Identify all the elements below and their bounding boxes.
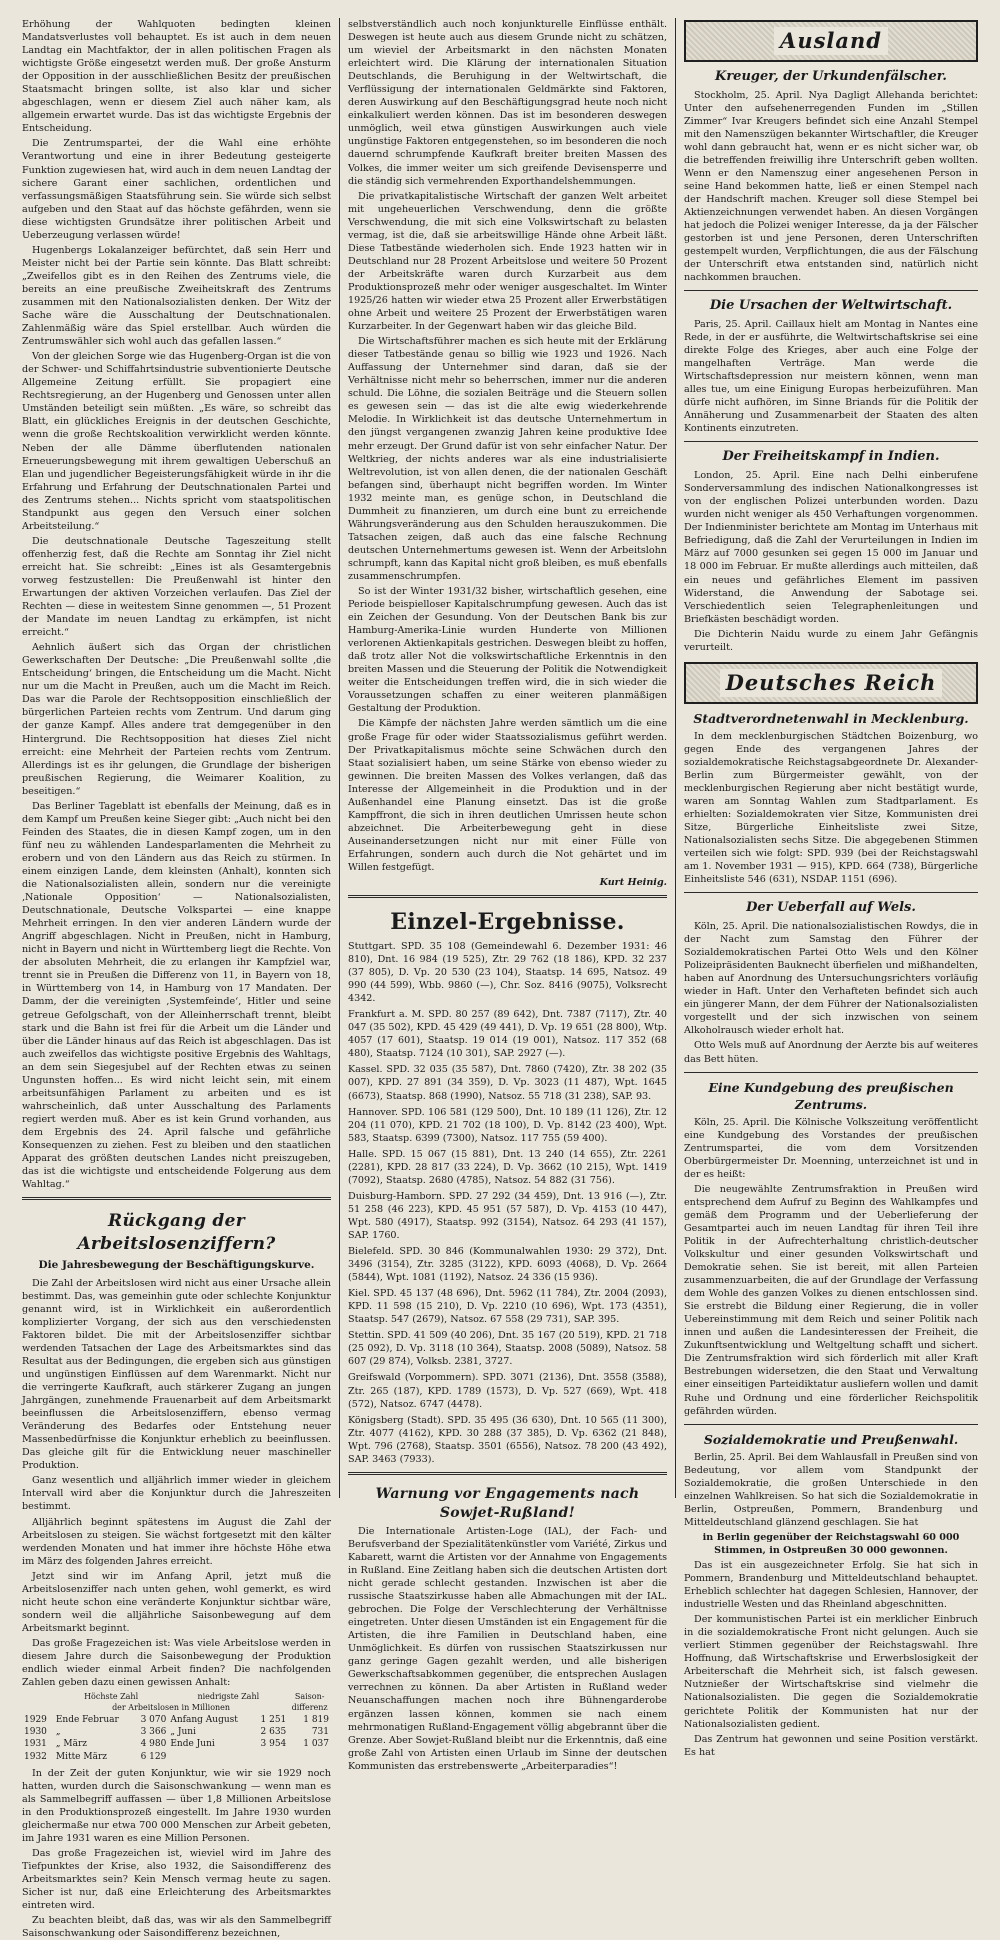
article-paragraph: Die Dichterin Naidu wurde zu einem Jahr Gefängnis verurteilt. — [684, 628, 978, 653]
section-divider — [348, 895, 667, 898]
article-paragraph: Der kommunistischen Partei ist ein merklicher Einbruch in die sozialdemokratische Front nicht gelungen. Auch sie verliert Stimmen gegenüber der Reichstagswahl. Ihre Hoffnung, daß Wirtschaftskrise und Erwerbslosigkeit der Arbeiterschaft die Mehrheit sich, ist falsch gewesen. Nutznießer der Wirtschaftskrise sind vielmehr die Nationalsozialisten. Die gegen die Sozialdemokratie gerichtete Politik der Kommunisten hat nur der Nationalsozialisten gedient. — [684, 1614, 978, 1730]
banner-title: Deutsches Reich — [720, 669, 943, 698]
article-paragraph: Köln, 25. April. Die Kölnische Volkszeitung veröffentlicht eine Kundgebung des Vorstandes der preußischen Zentrumspartei, die vom dem Vorsitzenden Oberbürgermeister Dr. Moenning, unterzeichnet ist und in der es heißt: — [684, 1116, 978, 1180]
article-divider — [684, 1072, 978, 1073]
list-item: Kassel. SPD. 32 035 (35 587), Dnt. 7860 (7420), Ztr. 38 202 (35 007), KPD. 27 891 (34 359), D. Vp. 3023 (11 487), Wpt. 1645 (6673), Staatsp. 868 (1990), Natsoz. 55 718 (31 238), SAP. 93. — [348, 1064, 667, 1102]
section-divider — [348, 1472, 667, 1475]
banner-title: Ausland — [774, 27, 888, 56]
article-paragraph: Die Wirtschaftsführer machen es sich heute mit der Erklärung dieser Tatbestände genau so billig wie 1923 und 1926. Nach Auffassung der Unternehmer sind daran, daß sie der Verhältnisse nicht mehr so beherrschen, immer nur die anderen schuld. Die Löhne, die sozialen Beiträge und die Steuern sollen es gewesen sein — das ist die alte ewig wiederkehrende Melodie. In Wirklichkeit ist das deutsche Unternehmertum in den jüngst vergangenen zwanzig Jahren keine produktive Idee mehr erzeugt. Der Grund dafür ist von sehr einfacher Natur. Der Weltkrieg, der nichts anderes war als eine industrialisierte Weltrevolution, ist von allen denen, die der nationalen Geschäft befangen sind, überhaupt nicht begriffen worden. Im Winter 1932 meinte man, es genüge schon, in Deutschland die Dummheit zu finanzieren, um durch eine bunt zu erreichende Währungsveränderung aus den Schulden herauszukommen. Die Tatsachen zeigen, daß auch das eine falsche Rechnung deutschen Unternehmertums gewesen ist. Wenn der Arbeitslohn schrumpft, kann das Kapital nicht groß bleiben, es muß ebenfalls zusammenschrumpfen. — [348, 336, 667, 582]
article-paragraph: Hugenbergs Lokalanzeiger befürchtet, daß sein Herr und Meister nicht bei der Partie sein könnte. Das Blatt schreibt: „Zweifellos gibt es in den Reihen des Zentrums viele, die bereits an eine preußische Zweiheitskraft des Zentrums zusammen mit den Nationalsozialisten denken. Der Witz der Sache wäre die Ausschaltung der Deutschnationalen. Zahlenmäßig wäre das Spiel erstellbar. Auch würden die Zentrumswähler sich wohl auch das gefallen lassen.“ — [22, 244, 331, 348]
article-paragraph: In dem mecklenburgischen Städtchen Boizenburg, wo gegen Ende des vergangenen Jahres der sozialdemokratische Reichstagsabgeordnete Dr. Alexander-Berlin zum Bürgermeister gewählt, von der mecklenburgischen Regierung aber nicht bestätigt wurde, waren am Sonntag Wahlen zum Stadtparlament. Es erhielten: Sozialdemokraten vier Sitze, Kommunisten drei Sitze, Bürgerliche Einheitsliste zwei Sitze, Nationalsozialisten sechs Sitze. Die abgegebenen Stimmen verteilen sich wie folgt: SPD. 939 (bei der Reichstagswahl am 1. November 1931 — 915), KPD. 664 (738), Bürgerliche Einheitsliste 546 (631), NSDAP. 1151 (696). — [684, 730, 978, 886]
article-paragraph: Aehnlich äußert sich das Organ der christlichen Gewerkschaften Der Deutsche: „Die Preußenwahl sollte ‚die Entscheidung‘ bringen, die Entscheidung um die Macht. Nicht nur um die Macht in Preußen, auch um die Macht im Reich. Das war die Parole der Rechtsopposition einschließlich der bürgerlichen Parteien rechts vom Zentrum. Und darum ging der ganze Kampf. Alles andere trat demgegenüber in den Hintergrund. Die Rechtsopposition hat dieses Ziel nicht erreicht: eine Mehrheit der Parteien rechts vom Zentrum. Allerdings ist es ihr gelungen, die Grundlage der bisherigen preußischen Regierung, die Weimarer Koalition, zu beseitigen.“ — [22, 642, 331, 797]
table-header: Höchste Zahl — [84, 1692, 139, 1702]
headline-warnung: Warnung vor Engagements nach Sowjet-Rußland! — [375, 1485, 640, 1521]
table-row: 1931 „ März 4 980 Ende Juni 3 954 1 037 — [24, 1739, 329, 1750]
section-divider — [22, 1197, 331, 1200]
article-paragraph: Die neugewählte Zentrumsfraktion in Preußen wird entsprechend dem Aufruf zu Beginn des Wahlkampfes und gemäß dem Programm und der Ueberlieferung der Gesamtpartei auch im neuen Landtag für ihren Teil ihre Politik in der Aufrechterhaltung christlich-deutscher Volkskultur und einer gesunden Volkswirtschaft und Demokratie sehen. Sie ist bereit, mit allen Parteien zusammenzuarbeiten, die auf der Grundlage der Verfassung dem Wohle des ganzen Volkes zu dienen entschlossen sind. Sie erstrebt die Bildung einer Regierung, die in voller Uebereinstimmung mit dem Reich und seiner Politik nach innen und außen die Landesinteressen der Freiheit, die Zukunftsentwicklung und Weltgeltung schafft und sichert. Die Zentrumsfraktion wird sich förderlich mit aller Kraft Bestrebungen widersetzen, die den Staat und Verwaltung einer einseitigen Parteidiktatur ausliefern wollen und damit Ruhe und Ordnung und eine förderlicher Reichspolitik gefährden würden. — [684, 1183, 978, 1417]
article-divider — [684, 892, 978, 893]
table-header: niedrigste Zahl — [197, 1692, 260, 1702]
article-paragraph: Das große Fragezeichen ist: Was viele Arbeitslose werden in diesem Jahre durch die Saisonbewegung der Produktion endlich wieder einmal Arbeit finden? Die nachfolgenden Zahlen geben dazu einen gewissen Anhalt: — [22, 1637, 331, 1689]
article-paragraph: Das Zentrum hat gewonnen und seine Position verstärkt. Es hat — [684, 1733, 978, 1758]
article-title: Die Ursachen der Weltwirtschaft. — [709, 298, 953, 314]
subheadline: Die Jahresbewegung der Beschäftigungskurve. — [38, 1259, 315, 1272]
results-list — [348, 940, 667, 1466]
headline-einzel-ergebnisse: Einzel-Ergebnisse. — [390, 909, 625, 936]
list-item: Stettin. SPD. 41 509 (40 206), Dnt. 35 167 (20 519), KPD. 21 718 (25 092), D. Vp. 3118 (10 364), Staatsp. 2008 (5089), Natsoz. 58 607 (29 874), Volksb. 2381, 3727. — [348, 1330, 667, 1368]
table-row: 1932 Mitte März 6 129 — [24, 1751, 167, 1762]
article-title: Der Freiheitskampf in Indien. — [722, 449, 940, 465]
list-item: Kiel. SPD. 45 137 (48 696), Dnt. 5962 (11 784), Ztr. 2004 (2093), KPD. 11 598 (15 210), D. Vp. 2210 (10 696), Wpt. 173 (4351), Staatsp. 547 (2679), Natsoz. 67 558 (29 731), SAP. 395. — [348, 1288, 667, 1326]
unemployment-table — [22, 1692, 331, 1763]
article-paragraph: Das große Fragezeichen ist, wieviel wird im Jahre des Tiefpunktes der Krise, also 1932, die Saisondifferenz des Arbeitsmarktes sein? Kein Mensch vermag heute zu sagen. Sicher ist nur, daß eine Erleichterung des Arbeitsmarktes eintreten wird. — [22, 1848, 331, 1912]
article-paragraph: Die privatkapitalistische Wirtschaft der ganzen Welt arbeitet mit ungeheuerlichen Verschwendung, denn die größte Verschwendung, die mit sich eine Volkswirtschaft zu belasten vermag, ist die, daß sie arbeitswillige Hände ohne Arbeit läßt. Diese Tatbestände wiederholen sich. Ende 1923 hatten wir in Deutschland nur 28 Prozent Arbeitslose und weitere 50 Prozent der Arbeitskräfte waren durch Kurzarbeit aus dem Produktionsprozeß mehr oder weniger ausgeschaltet. Im Winter 1925/26 hatten wir wieder etwa 25 Prozent aller Erwerbstätigen ohne Arbeit und weitere 25 Prozent der Erwerbstätigen waren Kurzarbeiter. In der Gegenwart haben wir das gleiche Bild. — [348, 190, 667, 333]
article-paragraph: Das ist ein ausgezeichneter Erfolg. Sie hat sich in Pommern, Brandenburg und Mitteldeutschland behauptet. Erheblich schlechter hat dagegen Schlesien, Hannover, der industrielle Westen und das Rheinland abgeschnitten. — [684, 1560, 978, 1611]
list-item: Duisburg-Hamborn. SPD. 27 292 (34 459), Dnt. 13 916 (—), Ztr. 51 258 (46 223), KPD. 45 951 (57 587), D. Vp. 4153 (10 447), Wpt. 580 (4917), Staatsp. 992 (3154), Natsoz. 64 293 (41 157), SAP. 1760. — [348, 1190, 667, 1241]
article-paragraph: Die deutschnationale Deutsche Tageszeitung stellt offenherzig fest, daß die Rechte am Sonntag ihr Ziel nicht erreicht hat. Sie schreibt: „Eines ist als Gesamtergebnis vorweg festzustellen: Die Preußenwahl ist hinter den Erwartungen der aktiven Vorzeichen verlaufen. Das Ziel der Rechten — diese in weitestem Sinne genommen —, 51 Prozent der Mandate im neuen Landtag zu erkämpfen, ist nicht erreicht.“ — [22, 535, 331, 639]
article-paragraph: In der Zeit der guten Konjunktur, wie wir sie 1929 noch hatten, wurden durch die Saisonschwankung — wenn man es als Sammelbegriff auffassen — über 1,8 Millionen Arbeitslose in den Produktionsprozeß eingestellt. Im Jahre 1930 wurden gleichermaße nur etwa 700 000 Menschen zur Arbeit gebeten, im Jahre 1931 waren es eine Million Personen. — [22, 1767, 331, 1845]
article-paragraph: Alljährlich beginnt spätestens im August die Zahl der Arbeitslosen zu steigen. Sie wächst fortgesetzt mit den kälter werdenden Monaten und hat immer ihre höchste Höhe etwa im März des folgenden Jahres erreicht. — [22, 1516, 331, 1567]
list-item: Halle. SPD. 15 067 (15 881), Dnt. 13 240 (14 655), Ztr. 2261 (2281), KPD. 28 817 (33 224), D. Vp. 3662 (10 215), Wpt. 1419 (7092), Staatsp. 2680 (4785), Natsoz. 54 882 (31 756). — [348, 1148, 667, 1186]
section-banner-deutsches-reich — [684, 662, 978, 704]
list-item: Frankfurt a. M. SPD. 80 257 (89 642), Dnt. 7387 (7117), Ztr. 40 047 (35 502), KPD. 45 429 (49 441), D. Vp. 19 651 (28 800), Wtp. 4057 (17 601), Staatsp. 19 014 (19 001), Natsoz. 117 352 (68 480), Staatsp. 7124 (10 301), SAP. 2927 (—). — [348, 1009, 667, 1060]
list-item: Hannover. SPD. 106 581 (129 500), Dnt. 10 189 (11 126), Ztr. 12 204 (11 070), KPD. 21 702 (18 100), D. Vp. 8142 (23 400), Wpt. 583, Staatsp. 6399 (7300), Natsoz. 117 755 (59 400). — [348, 1106, 667, 1144]
table-header: Saison- — [294, 1692, 325, 1702]
article-paragraph: Köln, 25. April. Die nationalsozialistischen Rowdys, die in der Nacht zum Samstag den Führer der Sozialdemokratischen Partei Otto Wels und den Kölner Polizeipräsidenten Bauknecht überfielen und mißhandelten, haben auf Anordnung des Untersuchungsrichters vorläufig wieder in Haft. Unter den Verhafteten befindet sich auch ein jüngerer Mann, der dem Führer der Nationalsozialisten vorgestellt und der sich inzwischen von seinem Alkoholrausch wieder erholt hat. — [684, 921, 978, 1037]
table-row: 1930 „ 3 366 „ Juni 2 635 731 — [24, 1727, 329, 1738]
article-divider — [684, 441, 978, 442]
column-right — [675, 18, 986, 1758]
article-title: Sozialdemokratie und Preußenwahl. — [703, 1431, 959, 1447]
article-paragraph: Berlin, 25. April. Bei dem Wahlausfall in Preußen sind von Bedeutung, vor allem vom Standpunkt der Sozialdemokratie, die großen Unterschiede in den einzelnen Wahlkreisen. So hat sich die Sozialdemokratie in Berlin, Ostpreußen, Pommern, Brandenburg und Mitteldeutschland glänzend geschlagen. Sie hat — [684, 1451, 978, 1528]
article-paragraph: Von der gleichen Sorge wie das Hugenberg-Organ ist die von der Schwer- und Schiffahrtsindustrie subventionierte Deutsche Allgemeine Zeitung erfüllt. Sie propagiert eine Rechtsregierung, an der Hugenberg und Genossen unter allen Umständen beteiligt sein müßten. „Es wäre, so schreibt das Blatt, ein glückliches Ereignis in der deutschen Geschichte, wenn die große Rechtskoalition verwirklicht werden könnte. Neben der alle Dämme überflutenden nationalen Erneuerungsbewegung mit ihrem gewaltigen Ueberschuß an Elan und jugendlicher Begeisterungsfähigkeit würde in ihr die Erfahrung und Erfahrung der Deutschnationalen Partei und des Zentrums stehen... Nichts spricht vom staatspolitischen Standpunkt aus gegen den Versuch einer solchen Arbeitsteilung.“ — [22, 351, 331, 532]
article-title: Der Ueberfall auf Wels. — [746, 900, 916, 916]
article-paragraph: Die Internationale Artisten-Loge (IAL), der Fach- und Berufsverband der Spezialitätenkünstler vom Variété, Zirkus und Kabarett, warnt die Artisten vor der Annahme von Engagements in Rußland. Eine Zeitlang haben sich die deutschen Artisten dort nicht gerade schlecht gestanden. Inzwischen ist aber die russische Staatszirkusse haben alle Abmachungen mit der IAL. gebrochen. Die Folge der Verschlechterung der Verhältnisse eingetreten. Unter diesen Umständen ist ein Engagement für die Artisten, die ihre Familien in Deutschland haben, eine Unmöglichkeit. Es dürfen von russischen Staatszirkussen nur ganz geringe Gagen gezahlt werden, und alle bisherigen Gewerkschaftsabkommen gegenüber, die entsprechen Auslagen verrechnen zu können. Da aber Artisten in Rußland weder Neuanschaffungen machen noch ihre Bühnengarderobe ergänzen lassen können, kommen sie nach einem mehrmonatigen Rußland-Engagement völlig abgebrannt über die Grenze. Aber Sowjet-Rußland bleibt nur die Erkenntnis, daß eine große Zahl von Artisten einen Urlaub im Sinne der deutschen Kommunisten das erstrebenswerte „Arbeiterparadies“! — [348, 1525, 667, 1772]
column-left — [14, 18, 339, 1940]
article-divider — [684, 290, 978, 291]
list-item: Greifswald (Vorpommern). SPD. 3071 (2136), Dnt. 3558 (3588), Ztr. 265 (187), KPD. 1789 (1573), D. Vp. 527 (669), Wpt. 418 (572), Natsoz. 6747 (4478). — [348, 1372, 667, 1410]
article-paragraph: Paris, 25. April. Caillaux hielt am Montag in Nantes eine Rede, in der er ausführte, die Weltwirtschaftskrise sei eine direkte Folge des Krieges, aber auch eine Folge der mangelhaften Verträge. Man werde die Wirtschaftsdepression nur meistern können, wenn man alles tue, um eine Einigung Europas herbeizuführen. Man dürfe nicht aufhören, im Sinne Briands für die Politik der Annäherung und Zusammenarbeit der Staaten des alten Kontinents einzutreten. — [684, 319, 978, 435]
article-paragraph: Die Zahl der Arbeitslosen wird nicht aus einer Ursache allein bestimmt. Das, was gemeinhin gute oder schlechte Konjunktur genannt wird, ist in Wirklichkeit ein außerordentlich komplizierter Vorgang, der sich aus den verschiedensten Faktoren bildet. Die mit der Arbeitslosenziffer sichtbar werdenden Tatsachen der Lage des Arbeitsmarktes sind das Resultat aus der Bedingungen, die ergeben sich aus günstigen und ungünstigen Einflüssen auf dem Warenmarkt. Nicht nur die verringerte Kaufkraft, auch stärkerer Zugang an jungen Jahrgängen, zunehmende Frauenarbeit auf dem Arbeitsmarkt beeinflussen die Arbeitslosenziffern, ebenso vermag Veränderung des Bedarfes oder Entstehung neuer Massenbedürfnisse die Konjunktur erheblich zu beeinflussen. Das gleiche gilt für die Entwicklung neuer maschineller Produktion. — [22, 1277, 331, 1472]
article-title: Kreuger, der Urkundenfälscher. — [715, 69, 947, 84]
table-subheader: differenz — [291, 1702, 328, 1712]
article-paragraph: Ganz wesentlich und alljährlich immer wieder in gleichem Intervall wird aber die Konjunktur durch die Jahreszeiten bestimmt. — [22, 1475, 331, 1513]
list-item: Königsberg (Stadt). SPD. 35 495 (36 630), Dnt. 10 565 (11 300), Ztr. 4077 (4162), KPD. 30 288 (37 385), D. Vp. 6362 (21 848), Wpt. 796 (2768), Staatsp. 3501 (6556), Natsoz. 78 200 (43 492), SAP. 3463 (7933). — [348, 1414, 667, 1465]
article-paragraph: Zu beachten bleibt, daß das, was wir als den Sammelbegriff Saisonschwankung oder Saisondifferenz bezeichnen, — [22, 1915, 331, 1940]
headline-arbeitslosen: Rückgang der Arbeitslosenziffern? — [77, 1211, 276, 1255]
column-middle — [339, 18, 675, 1772]
article-paragraph: Die Zentrumspartei, der die Wahl eine erhöhte Verantwortung und eine in ihrer Bedeutung gesteigerte Funktion zugewiesen hat, wird auch in dem neuen Landtag der sichere Garant einer sachlichen, ordentlichen und verfassungsmäßigen Staatsführung sein. Sie würde sich selbst aufgeben und den Staat auf das höchste gefährden, wenn sie diese wichtigsten Grundsätze ihrer politischen Arbeit und Ueberzeugung verlassen würde! — [22, 138, 331, 241]
article-highlight: in Berlin gegenüber der Reichstagswahl 60 000 Stimmen, in Ostpreußen 30 000 gewonnen. — [702, 1531, 960, 1556]
list-item: Stuttgart. SPD. 35 108 (Gemeindewahl 6. Dezember 1931: 46 810), Dnt. 16 984 (19 525), Ztr. 29 762 (18 186), KPD. 32 237 (37 805), D. Vp. 20 530 (23 104), Staatsp. 14 695, Natsoz. 49 990 (44 599), Wbb. 9860 (—), Chr. Soz. 8416 (9075), Volksrecht 4342. — [348, 941, 667, 1005]
section-banner-ausland — [684, 20, 978, 62]
article-paragraph: Die Kämpfe der nächsten Jahre werden sämtlich um die eine große Frage für oder wider Staatssozialismus geführt werden. Der Privatkapitalismus möchte seine Schwächen durch den Staat sozialisiert haben, um seine Stärke von ebenso wieder zu gewinnen. Die breiten Massen des Volkes verlangen, daß das Interesse der Allgemeinheit in die Produktion und in der Außenhandel eine Planung einsetzt. Das ist die große Kampffront, die sich in ihren deutlichen Umrissen heute schon abzeichnet. Die Arbeiterbewegung geht in diese Auseinandersetzungen nicht nur mit einer Fülle von Erfahrungen, sondern auch durch die Not gehärtet und im Willen festgefügt. — [348, 718, 667, 873]
article-title: Stadtverordnetenwahl in Mecklenburg. — [693, 710, 969, 726]
article-paragraph: So ist der Winter 1931/32 bisher, wirtschaftlich gesehen, eine Periode beispielloser Kapitalschrumpfung gewesen. Auch das ist ein Zeichen der Gesundung. Von der Deutschen Bank bis zur Hamburg-Amerika-Linie wurden Hunderte von Millionen verlorenen Aktienkapitals gestrichen. Deswegen bleibt zu hoffen, daß trotz aller Not die volkswirtschaftliche Erkenntnis in den breiten Massen und die Steuerung der Politik die Notwendigkeit weiter die Entscheidungen treffen wird, die in sich wieder die Voraussetzungen schaffen zu einer weiteren planmäßigen Gestaltung der Produktion. — [348, 586, 667, 715]
article-paragraph: Jetzt sind wir im Anfang April, jetzt muß die Arbeitslosenziffer nach unten gehen, wohl gemerkt, es wird nicht heute schon eine veränderte Konjunktur sichtbar wäre, sondern weil die alljährliche Saisonbewegung auf dem Arbeitsmarkt beginnt. — [22, 1570, 331, 1634]
article-paragraph: Das Berliner Tageblatt ist ebenfalls der Meinung, daß es in dem Kampf um Preußen keine Sieger gibt: „Auch nicht bei den Feinden des Staates, die in diesen Kampf zogen, um in den fünf neu zu wählenden Landesparlamenten die Mehrheit zu erobern und von den Ländern aus das Reich zu stürmen. In einem einzigen Lande, dem kleinsten (Anhalt), konnten sich die Nationalsozialisten allein, sondern nur die vereinigte ‚Nationale Opposition‘ — Nationalsozialisten, Deutschnationale, Deutsche Volkspartei — eine knappe Mehrheit erringen. In den vier anderen Ländern wurde der Angriff abgeschlagen. Nicht in Preußen, nicht in Hamburg, nicht in Bayern und nicht in Württemberg liegt die Rechte. Von der absoluten Mehrheit, die zu erlangen ihr Kampfziel war, trennt sie in Preußen die Differenz von 11, in Bayern von 18, in Württemberg von 14, in Hamburg von 17 Mandaten. Der Damm, der die vereinigten ‚Systemfeinde‘, Hitler und seine getreue Gefolgschaft, von der Alleinherrschaft trennt, bleibt stark und die Bahn ist frei für die Arbeit um die Länder und über die Länder hinaus auf das Reich ist abgeschlagen. Das ist auch zweifellos das wichtigste positive Ergebnis des Wahltags, an dem sein Siegesjubel auf der Rechten etwas zu seinen Ungunsten hoffen... Es wird nicht leicht sein, mit einem arbeitsunfähigen Parlament zu arbeiten und es ist wahrscheinlich, daß unter Ausschaltung des Parlaments regiert werden muß. Aber es ist kein Grund vorhanden, aus dem Ergebnis des 24. April falsche und gefährliche Konsequenzen zu ziehen. Fest zu bleiben und den staatlichen Apparat des größten deutschen Landes nicht preiszugeben, das ist die wichtigste und entscheidende Folgerung aus dem Wahltag.“ — [22, 800, 331, 1191]
list-item: Bielefeld. SPD. 30 846 (Kommunalwahlen 1930: 29 372), Dnt. 3496 (3154), Ztr. 3285 (3122), KPD. 6093 (4068), D. Vp. 2664 (5844), Wpt. 1081 (1192), Natsoz. 24 336 (15 936). — [348, 1246, 667, 1284]
article-divider — [684, 1424, 978, 1425]
article-paragraph: selbstverständlich auch noch konjunkturelle Einflüsse enthält. Deswegen ist heute auch aus diesem Grunde nicht zu schätzen, um wieviel der Arbeitsmarkt in den nächsten Monaten erleichtert wird. Die Klärung der internationalen Situation Deutschlands, die Beruhigung in der Weltwirtschaft, die Verflüssigung der internationalen Geldmärkte sind Faktoren, deren Auswirkung auf den Beschäftigungsgrad heute noch nicht einkalkuliert werden können. Das ist im besonderen deswegen unmöglich, weil etwa günstigen Auswirkungen auch viele ungünstige Faktoren entgegenstehen, so im besonderen die noch dauernd schrumpfende Kaufkraft breiter breiten Massen des Volkes, die immer weiter um sich greifende Devisensperre und die ständig sich vermehrenden Exporthandelshemmungen. — [348, 19, 667, 187]
table-subheader: der Arbeitslosen in Millionen — [112, 1702, 231, 1712]
table-row: 1929 Ende Februar 3 070 Anfang August 1 251 1 819 — [24, 1714, 329, 1725]
author-signature: Kurt Heinig. — [599, 877, 667, 889]
article-paragraph: London, 25. April. Eine nach Delhi einberufene Sonderversammlung des indischen Nationalkongresses ist von der englischen Polizei unterbunden worden. Dazu wurden nicht weniger als 450 Verhaftungen vorgenommen. Der Indienminister berichtete am Montag im Unterhaus mit Befriedigung, daß die Zahl der Verurteilungen in Indien im März auf 7000 gesunken sei gegen 15 000 im Januar und 18 000 im Februar. Er mußte allerdings auch mitteilen, daß ein neues und gefährliches Element im passiven Widerstand, die Anwendung der Sabotage sei. Verschiedentlich seien Telegraphenleitungen und Briefkästen beschädigt worden. — [684, 470, 978, 625]
article-paragraph: Stockholm, 25. April. Nya Dagligt Allehanda berichtet: Unter den aufsehenerregenden Funden im „Stillen Zimmer“ Ivar Kreugers befindet sich eine Anzahl Stempel mit den Namenszügen bekannter Wirtschaftler, die Kreuger wohl dann gebraucht hat, wenn er es nicht sicher war, ob die betreffenden freiwillig ihre Unterschrift geben wollten. Wenn er den Namenszug einer angesehenen Person in seine Hand bekommen hatte, ließ er einen Stempel nach der Handschrift machen. Kreuger soll diese Stempel bei Aktienzeichnungen verwendet haben. An diesen Vorgängen hat jedoch die Polizei weniger Interesse, da ja der Fälscher gestorben ist und jene Personen, deren Unterschriften gestempelt wurden, Verpflichtungen, die aus der Fälschung der Unterschrift etwa entstanden sind, natürlich nicht nachkommen brauchen. — [684, 89, 978, 284]
article-paragraph: Otto Wels muß auf Anordnung der Aerzte bis auf weiteres das Bett hüten. — [684, 1040, 978, 1065]
article-paragraph: Erhöhung der Wahlquoten bedingten kleinen Mandatsverlustes voll behauptet. Es ist auch in dem neuen Landtag ein Machtfaktor, der in allen politischen Fragen als wichtigste Größe eingesetzt werden muß. Der große Ansturm der Opposition in der ausschließlichen Besitz der preußischen Staatsmacht bringen sollte, ist also klar und sicher abgeschlagen, wenn er diesem Ziel auch näher kam, als allgemein erwartet wurde. Das ist das wichtigste Ergebnis der Entscheidung. — [22, 19, 331, 135]
article-title: Eine Kundgebung des preußischen Zentrums. — [708, 1079, 954, 1112]
